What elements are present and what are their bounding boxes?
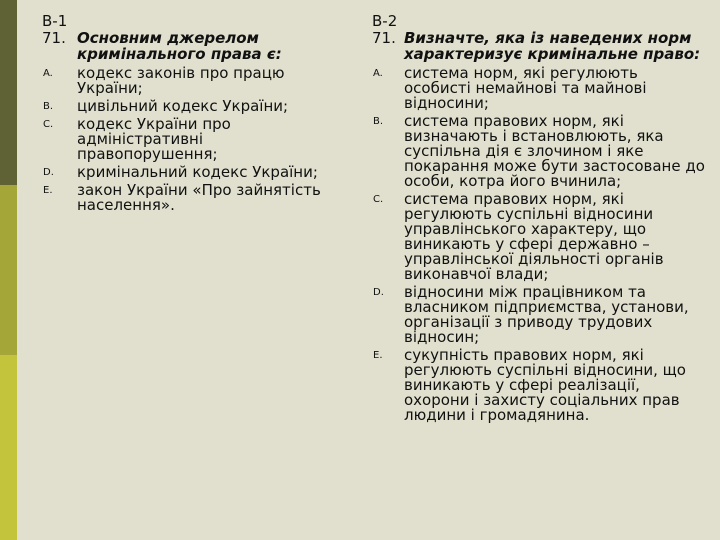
- variant-2-label: В-2: [372, 12, 398, 30]
- variant-1-label: В-1: [42, 12, 68, 30]
- option-text: кодекс законів про працю України;: [77, 64, 285, 97]
- option-letter: A.: [43, 68, 53, 79]
- option-text: система правових норм, які визначають і встановлюють, яка суспільна дія є злочином і яке покарання може бути застосоване до особи, котра його вчинила;: [404, 112, 705, 190]
- question-text: Основним джерелом кримінального права є:: [77, 29, 282, 63]
- option-e: [372, 348, 707, 423]
- option-letter: E.: [373, 350, 383, 361]
- option-text: система правових норм, які регулюють суспільні відносини управлінського характеру, що виникають у сфері державно – управлінської діяльності органів виконавчої влади;: [404, 190, 664, 283]
- option-text: відносини між працівником та власником підприємства, установи, організації з приводу трудових відносин;: [404, 283, 689, 346]
- option-a: [42, 66, 342, 96]
- option-b: [372, 114, 707, 189]
- option-c: [42, 117, 342, 162]
- option-text: закон України «Про зайнятість населення».: [77, 181, 321, 214]
- question-number: 71.: [372, 29, 396, 47]
- option-letter: C.: [373, 194, 384, 205]
- question-number: 71.: [42, 29, 66, 47]
- variant-1-column: [42, 13, 342, 216]
- option-letter: D.: [43, 167, 54, 178]
- option-letter: D.: [373, 287, 384, 298]
- left-accent-bar: [0, 0, 17, 540]
- option-letter: B.: [373, 116, 384, 127]
- option-letter: A.: [373, 68, 383, 79]
- accent-bar-olive-segment: [0, 185, 17, 355]
- accent-bar-dark-segment: [0, 0, 17, 185]
- option-letter: E.: [43, 185, 53, 196]
- option-text: кодекс України про адміністративні правопорушення;: [77, 115, 231, 163]
- option-c: [372, 192, 707, 282]
- option-a: [372, 66, 707, 111]
- option-letter: C.: [43, 119, 54, 130]
- option-text: система норм, які регулюють особисті немайнові та майнові відносини;: [404, 64, 647, 112]
- accent-bar-lime-segment: [0, 355, 17, 540]
- option-d: [42, 165, 342, 180]
- question-text: Визначте, яка із наведених норм характеризує кримінальне право:: [404, 29, 701, 63]
- option-text: цивільний кодекс України;: [77, 97, 289, 115]
- variant-2-question: [372, 30, 707, 62]
- option-b: [42, 99, 342, 114]
- option-letter: B.: [43, 101, 54, 112]
- variant-1-question: [42, 30, 342, 62]
- option-text: сукупність правових норм, які регулюють суспільні відносини, що виникають у сфері реалізації, охорони і захисту соціальних прав людини і громадянина.: [404, 346, 686, 424]
- variant-2-column: [372, 13, 707, 426]
- option-e: [42, 183, 342, 213]
- option-d: [372, 285, 707, 345]
- option-text: кримінальний кодекс України;: [77, 163, 318, 181]
